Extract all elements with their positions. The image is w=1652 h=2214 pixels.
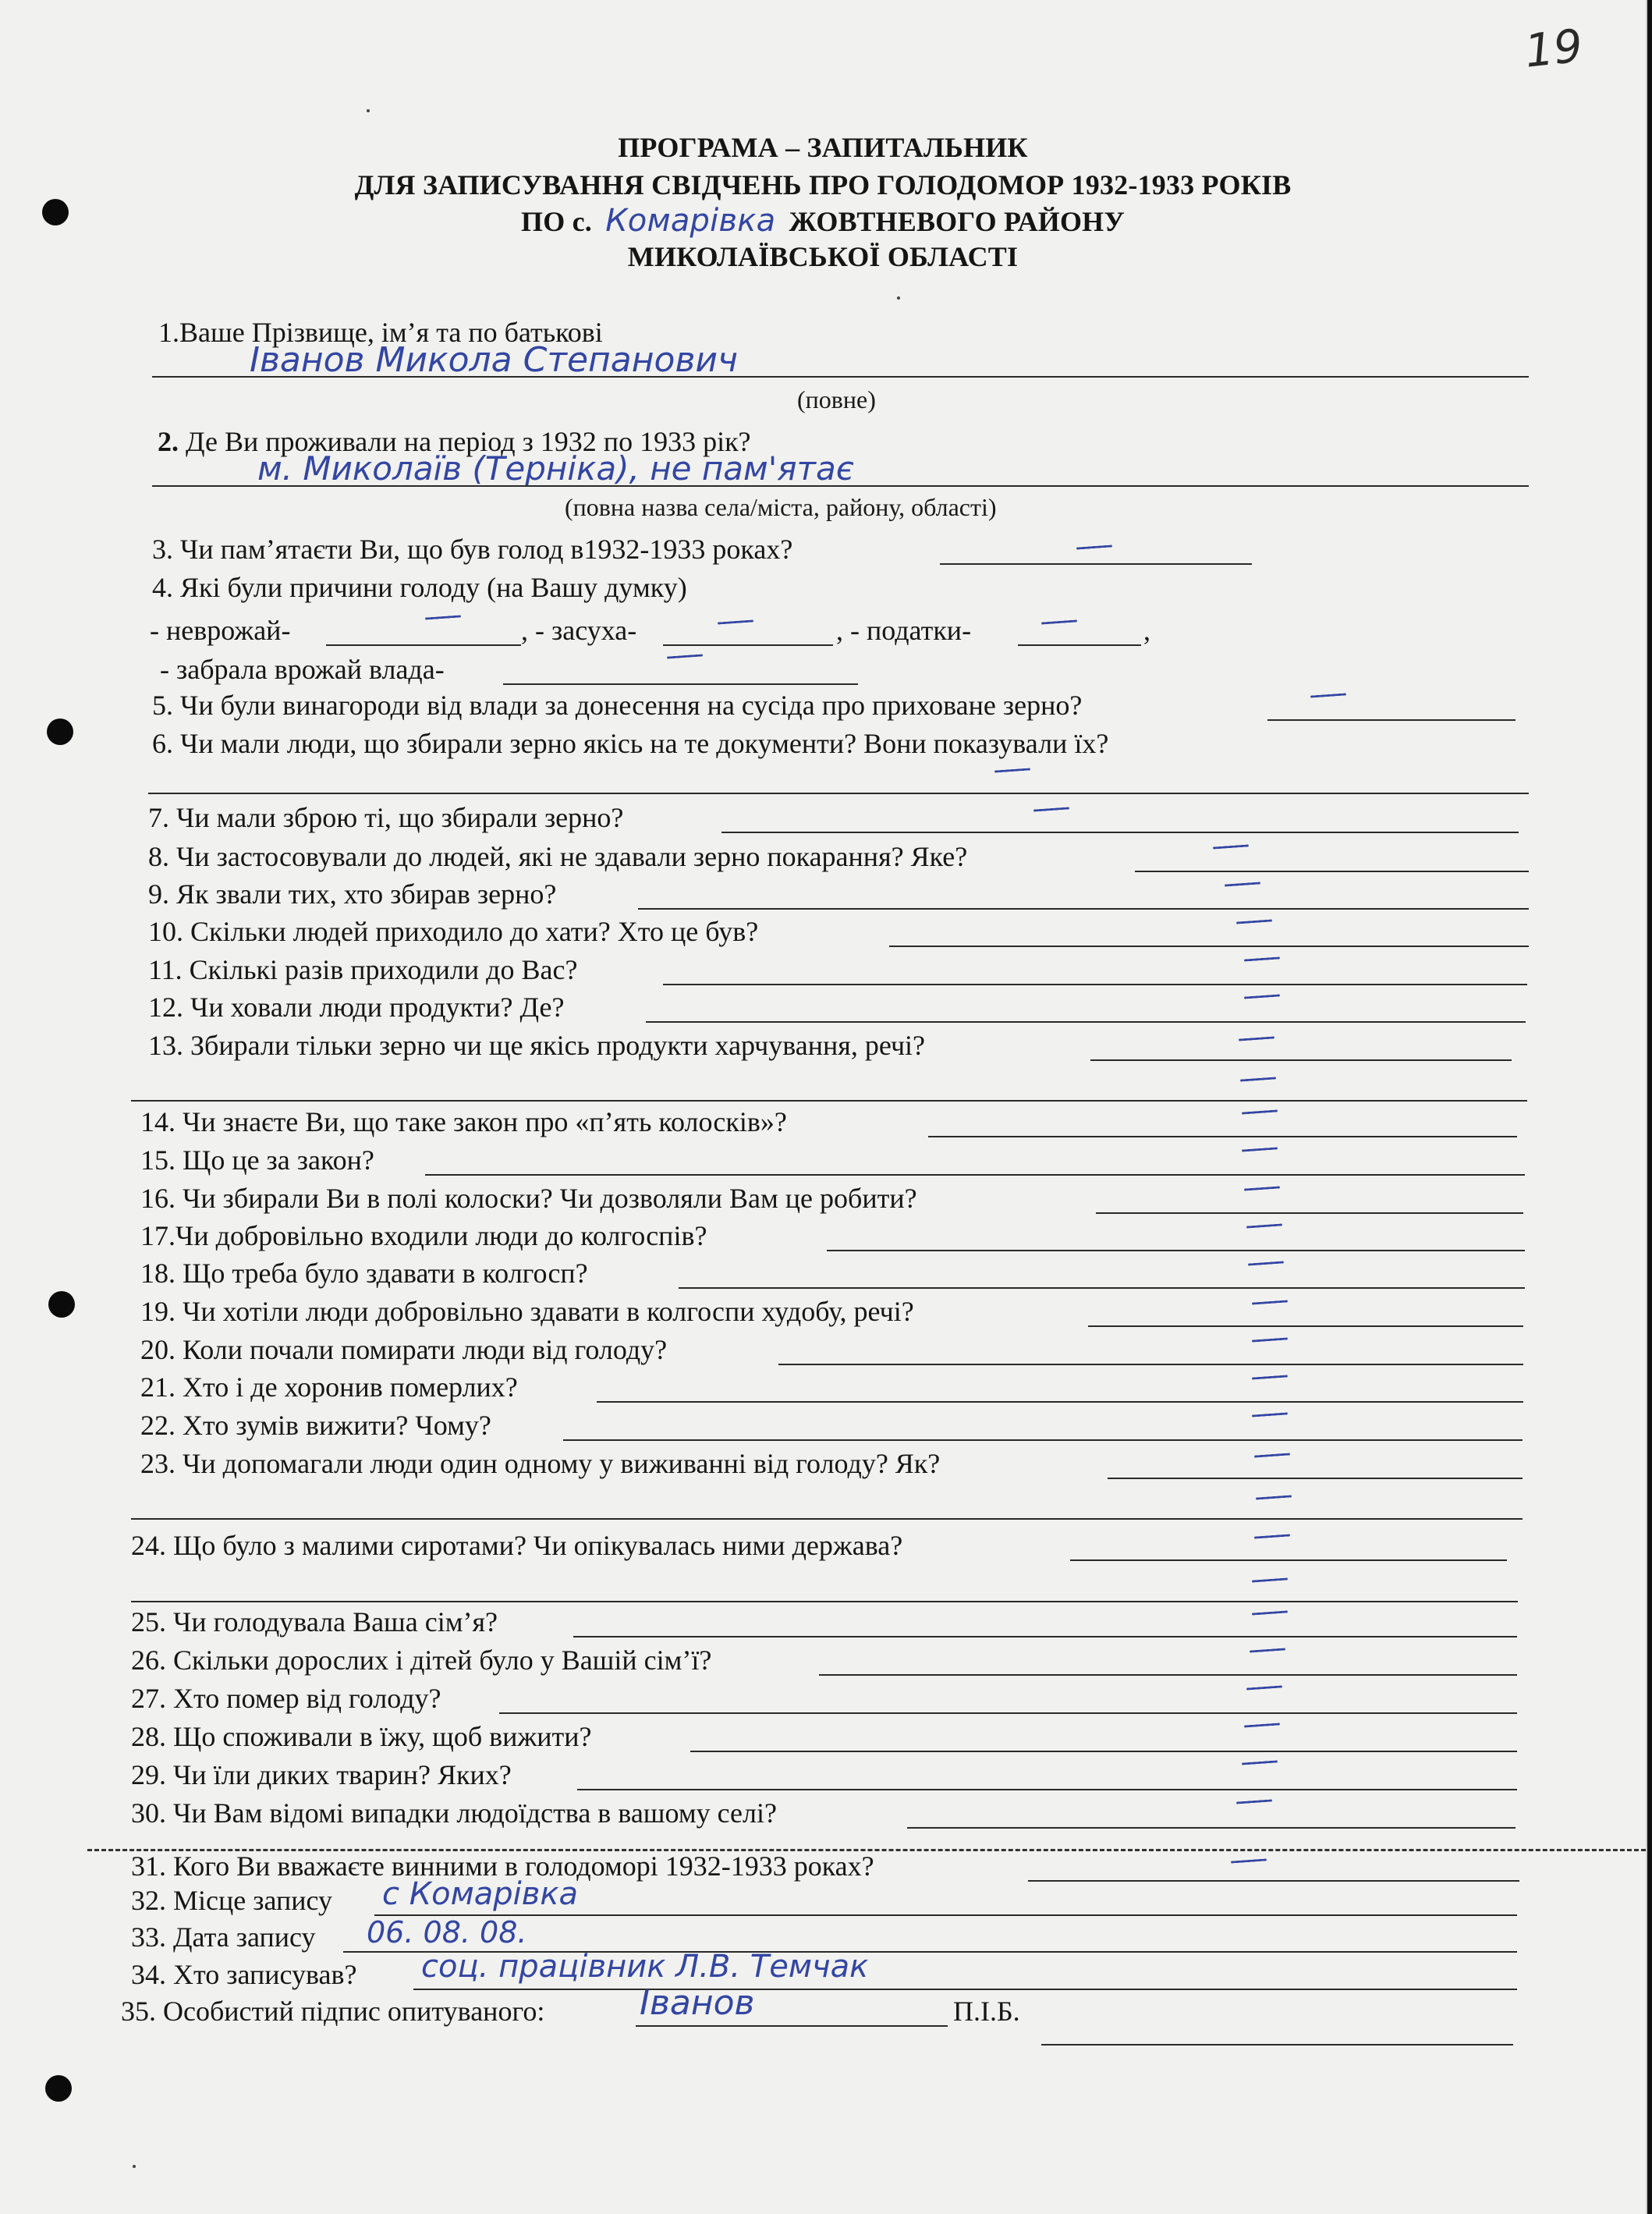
question-16: 16. Чи збирали Ви в полі колоски? Чи дозволяли Вам це робити? (140, 1183, 917, 1214)
header-line-4: МИКОЛАЇВСЬКОЇ ОБЛАСТІ (627, 241, 1019, 272)
village-handwritten: Комарівка (605, 203, 776, 239)
question-15: 15. Що це за закон? (140, 1144, 374, 1176)
q4-option-a-line (326, 644, 521, 646)
question-10: 10. Скільки людей приходило до хати? Хто це був? (148, 916, 759, 947)
answer-dash-13[interactable] (1239, 1036, 1274, 1041)
question-11: 11. Скількі разів приходили до Вас? (148, 954, 578, 985)
answer-dash-7[interactable] (1033, 807, 1069, 811)
answer-line-5 (1267, 719, 1516, 721)
question-8: 8. Чи застосовували до людей, які не здавали зерно покарання? Яке? (148, 841, 968, 872)
answer-line-6 (148, 793, 1529, 794)
answer-line-19 (1088, 1325, 1523, 1327)
question-25: 25. Чи голодувала Ваша сім’я? (131, 1606, 498, 1637)
q4-option-c-comma: , (1143, 615, 1150, 646)
header-line-3 (0, 203, 1646, 239)
answer-dash-31[interactable] (1231, 1858, 1267, 1863)
answer-line-26 (819, 1674, 1517, 1676)
q3-label: 3. Чи пам’ятаєти Ви, що був голод в1932-1933 роках? (152, 534, 793, 565)
q4-option-d-line (503, 683, 858, 685)
record-recorder-value[interactable]: соц. працівник Л.В. Темчак (421, 1949, 869, 1985)
question-21: 21. Хто і де хоронив померлих? (140, 1371, 518, 1403)
answer-line-15 (425, 1174, 1525, 1176)
answer-line-30 (907, 1827, 1516, 1829)
q3-answer-line (940, 563, 1252, 565)
record-signature-label: 35. Особистий підпис опитуваного: (121, 1996, 545, 2027)
question-12: 12. Чи ховали люди продукти? Де? (148, 992, 565, 1023)
answer-line-27 (499, 1712, 1517, 1714)
answer-dash-18[interactable] (1248, 1261, 1284, 1265)
answer-line-20 (778, 1364, 1523, 1365)
q1-answer[interactable]: Іванов Микола Степанович (250, 340, 738, 380)
answer-line-31 (1028, 1880, 1519, 1882)
answer-dash-10[interactable] (1236, 919, 1272, 924)
answer-dash-27[interactable] (1246, 1685, 1282, 1690)
answer-dash-13b[interactable] (1240, 1077, 1276, 1081)
question-7: 7. Чи мали зброю ті, що збирали зерно? (148, 802, 624, 833)
question-28: 28. Що споживали в їжу, щоб вижити? (131, 1721, 592, 1752)
answer-dash-15[interactable] (1242, 1147, 1278, 1151)
question-20: 20. Коли почали помирати люди від голоду? (140, 1334, 668, 1365)
answer-dash-9[interactable] (1225, 882, 1260, 886)
record-signature-value[interactable]: Іванов (640, 1983, 755, 2023)
answer-line-16 (1096, 1212, 1523, 1214)
question-26: 26. Скільки дорослих і дітей було у Вашій сім’ї? (131, 1645, 712, 1676)
punch-hole (45, 2075, 72, 2102)
header-line-3-prefix: ПО с. (521, 206, 592, 237)
answer-dash-8[interactable] (1213, 844, 1249, 849)
answer-line-23b (131, 1518, 1523, 1520)
q4-option-d: - забрала врожай влада- (160, 654, 445, 685)
question-9: 9. Як звали тих, хто збирав зерно? (148, 878, 557, 910)
q4-option-c-dash[interactable] (1041, 619, 1077, 624)
q4-option-b-dash[interactable] (718, 619, 753, 624)
answer-dash-23[interactable] (1254, 1453, 1290, 1457)
answer-line-8 (1135, 871, 1529, 872)
q3-answer-dash[interactable] (1076, 545, 1112, 549)
question-17: 17.Чи добровільно входили люди до колгоспів? (140, 1220, 707, 1251)
page-number: 19 (1522, 19, 1586, 78)
answer-dash-19[interactable] (1252, 1300, 1288, 1304)
record-signature-line (636, 2025, 948, 2027)
record-place-line (374, 1914, 1517, 1916)
answer-line-7 (721, 832, 1519, 833)
answer-dash-14[interactable] (1242, 1109, 1278, 1114)
answer-dash-20[interactable] (1252, 1337, 1288, 1342)
answer-line-14 (928, 1136, 1517, 1137)
record-date-value[interactable]: 06. 08. 08. (367, 1915, 527, 1950)
answer-line-24b (131, 1601, 1518, 1602)
answer-dash-28[interactable] (1244, 1723, 1280, 1727)
q1-label: 1.Ваше Прізвище, ім’я та по батькові (158, 317, 603, 348)
record-recorder-label: 34. Хто записував? (131, 1959, 357, 1990)
q4-option-a: - неврожай- (150, 615, 291, 646)
record-pib-label: П.І.Б. (953, 1996, 1020, 2027)
answer-dash-24b[interactable] (1252, 1577, 1288, 1582)
question-13: 13. Збирали тільки зерно чи ще якісь продукти харчування, речі? (148, 1030, 926, 1061)
question-31: 31. Кого Ви вважаєте винними в голодоморі 1932-1933 роках? (131, 1850, 874, 1882)
q4-option-c: , - податки- (836, 615, 972, 646)
answer-line-22 (563, 1439, 1523, 1441)
question-6: 6. Чи мали люди, що збирали зерно якісь на те документи? Вони показували їх? (152, 728, 1109, 759)
answer-dash-17[interactable] (1246, 1223, 1282, 1228)
answer-line-21 (597, 1401, 1523, 1403)
answer-line-18 (679, 1287, 1525, 1289)
answer-line-29 (577, 1789, 1517, 1790)
question-27: 27. Хто помер від голоду? (131, 1683, 441, 1714)
answer-dash-22[interactable] (1252, 1412, 1288, 1417)
q4-option-d-dash[interactable] (667, 654, 703, 658)
record-pib-line (1041, 2044, 1513, 2045)
question-22: 22. Хто зумів вижити? Чому? (140, 1410, 491, 1441)
question-30: 30. Чи Вам відомі випадки людоїдства в вашому селі? (131, 1797, 777, 1829)
answer-dash-11[interactable] (1244, 956, 1280, 961)
header-line-3-suffix: ЖОВТНЕВОГО РАЙОНУ (789, 206, 1125, 237)
answer-dash-29[interactable] (1242, 1760, 1278, 1765)
answer-dash-5[interactable] (1310, 693, 1346, 697)
answer-line-9 (638, 908, 1529, 910)
answer-dash-6[interactable] (994, 768, 1030, 772)
answer-line-28 (690, 1751, 1517, 1752)
answer-line-12 (646, 1021, 1526, 1023)
answer-line-23a (1108, 1478, 1523, 1479)
answer-dash-26[interactable] (1250, 1648, 1285, 1652)
q1-note: (повне) (797, 385, 876, 413)
answer-dash-30[interactable] (1236, 1799, 1272, 1804)
q2-answer-line (152, 485, 1529, 487)
q1-answer-line (152, 376, 1529, 378)
question-18: 18. Що треба було здавати в колгосп? (140, 1258, 588, 1289)
q4-option-a-dash[interactable] (425, 615, 461, 619)
question-24: 24. Що було з малими сиротами? Чи опікувалась ними держава? (131, 1530, 903, 1561)
q2-answer[interactable]: м. Миколаїв (Терніка), не пам'ятає (257, 449, 854, 488)
question-19: 19. Чи хотіли люди добровільно здавати в колгоспи худобу, речі? (140, 1296, 914, 1327)
answer-dash-23b[interactable] (1256, 1495, 1292, 1499)
record-place-value[interactable]: с Комарівка (382, 1876, 579, 1912)
header-line-2: ДЛЯ ЗАПИСУВАННЯ СВІДЧЕНЬ ПРО ГОЛОДОМОР 1932-1933 РОКІВ (354, 169, 1292, 200)
punch-hole (48, 1291, 75, 1318)
record-recorder-line (413, 1989, 1517, 1990)
answer-line-13a (1090, 1059, 1512, 1061)
answer-line-13b (131, 1100, 1527, 1102)
answer-dash-25[interactable] (1252, 1610, 1288, 1615)
q2-text: Де Ви проживали на період з 1932 по 1933 рік? (186, 426, 751, 457)
question-14: 14. Чи знаєте Ви, що таке закон про «п’ять колосків»? (140, 1106, 787, 1137)
question-29: 29. Чи їли диких тварин? Яких? (131, 1759, 512, 1790)
q4-option-c-line (1018, 644, 1141, 646)
answer-dash-21[interactable] (1252, 1375, 1288, 1379)
answer-dash-12[interactable] (1244, 994, 1280, 999)
record-date-label: 33. Дата запису (131, 1921, 316, 1953)
answer-line-10 (889, 946, 1529, 947)
q2-number: 2. (158, 426, 179, 457)
q4-label: 4. Які були причини голоду (на Вашу думку) (152, 572, 687, 603)
answer-dash-24[interactable] (1254, 1534, 1290, 1538)
q4-option-b-line (663, 644, 833, 646)
answer-dash-16[interactable] (1244, 1186, 1280, 1190)
record-place-label: 32. Місце запису (131, 1885, 332, 1916)
question-5: 5. Чи були винагороди від влади за донесення на сусіда про приховане зерно? (152, 690, 1083, 721)
answer-line-24a (1070, 1559, 1507, 1561)
answer-line-11 (663, 984, 1527, 985)
q4-option-b: , - засуха- (521, 615, 637, 646)
question-23: 23. Чи допомагали люди один одному у виживанні від голоду? Як? (140, 1448, 941, 1479)
header-line-1: ПРОГРАМА – ЗАПИТАЛЬНИК (618, 132, 1028, 163)
q2-note: (повна назва села/міста, району, області) (565, 493, 997, 521)
answer-line-25 (573, 1636, 1517, 1637)
punch-hole (47, 718, 73, 745)
answer-line-17 (827, 1250, 1525, 1251)
